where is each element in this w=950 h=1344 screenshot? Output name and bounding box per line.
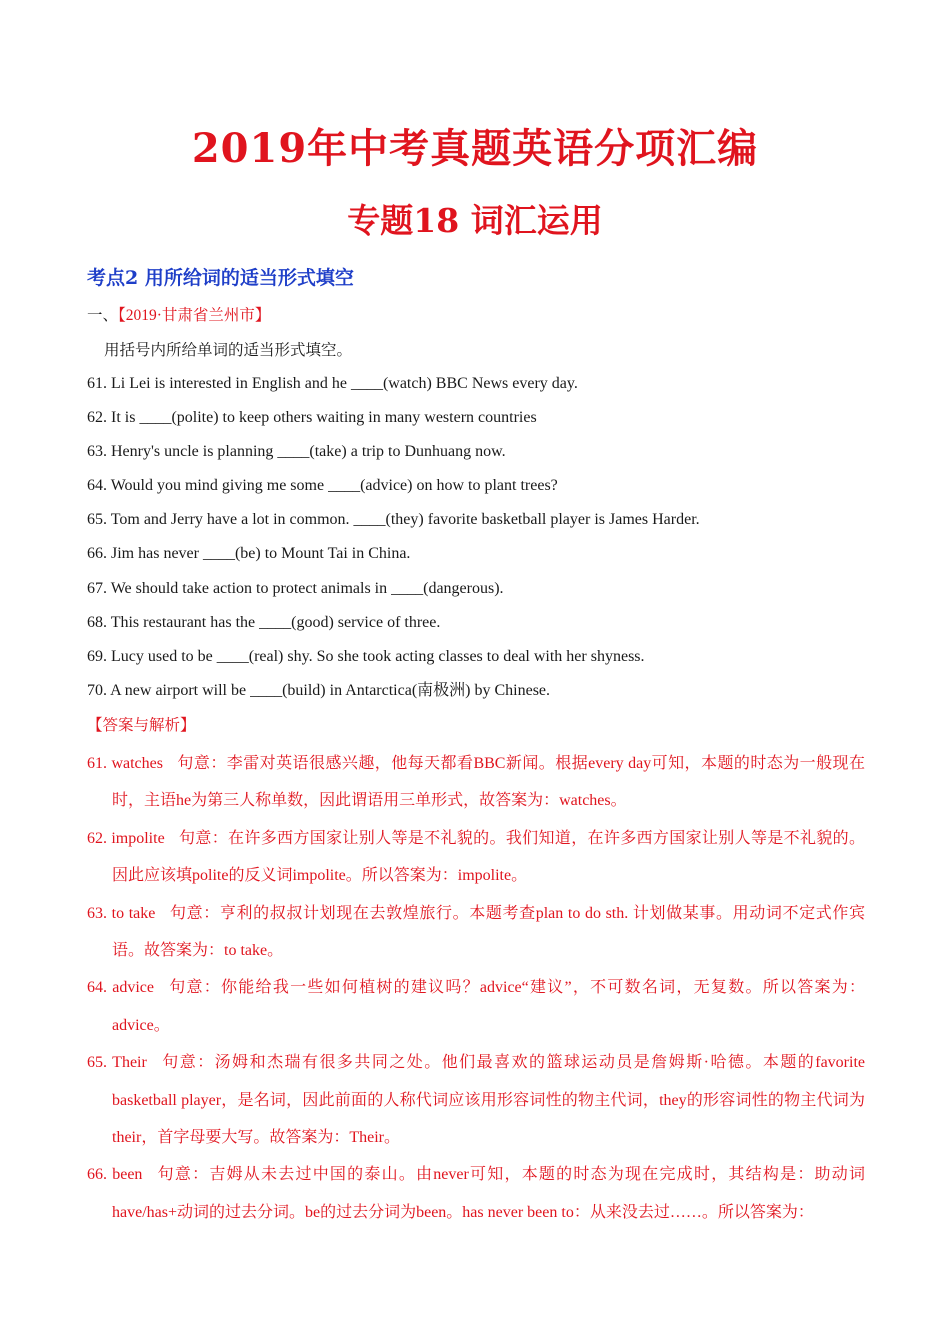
answer-list bbox=[87, 745, 865, 1231]
answer-explanation: 句意：亨利的叔叔计划现在去敦煌旅行。本题考查plan to do sth. 计划做某事。用动词不定式作宾语。故答案为：to take。 bbox=[112, 904, 865, 960]
question-65: 65. Tom and Jerry have a lot in common. ____(they) favorite basketball player is James Harder. bbox=[87, 511, 700, 529]
question-61: 61. Li Lei is interested in English and he ____(watch) BBC News every day. bbox=[87, 375, 578, 392]
question-70: 70. A new airport will be ____(build) in Antarctica(南极洲) by Chinese. bbox=[87, 681, 551, 699]
answer-explanation: 句意：汤姆和杰瑞有很多共同之处。他们最喜欢的篮球运动员是詹姆斯·哈德。本题的favorite basketball player，是名词，因此前面的人称代词应该用形容词性的物主代词，they的形容词性的物主代词为their，首字母要大写。故答案为：Their。 bbox=[112, 1054, 865, 1147]
section-heading: 考点2 用所给词的适当形式填空 bbox=[87, 267, 354, 289]
answer-explanation: 句意：李雷对英语很感兴趣，他每天都看BBC新闻。根据every day可知，本题的时态为一般现在时，主语he为第三人称单数，因此谓语用三单形式，故答案为：watches。 bbox=[112, 755, 866, 810]
answer-63 bbox=[87, 895, 865, 970]
document-subtitle: 专题18 词汇运用 bbox=[347, 201, 603, 240]
answer-explanation: 句意：你能给我一些如何植树的建议吗？advice“建议”，不可数名词，无复数。所以答案为：advice。 bbox=[112, 979, 865, 1034]
question-64: 64. Would you mind giving me some ____(advice) on how to plant trees? bbox=[87, 477, 558, 495]
question-62: 62. It is ____(polite) to keep others waiting in many western countries bbox=[87, 409, 537, 427]
question-67: 67. We should take action to protect animals in ____(dangerous). bbox=[87, 579, 504, 597]
answer-key: 63. to take bbox=[87, 904, 156, 922]
answer-key: 66. been bbox=[87, 1166, 143, 1184]
answer-61 bbox=[87, 745, 865, 820]
answer-62 bbox=[87, 820, 865, 895]
answer-key: 61. watches bbox=[87, 755, 163, 772]
answer-64 bbox=[87, 969, 865, 1044]
question-source bbox=[87, 303, 270, 329]
instruction: 用括号内所给单词的适当形式填空。 bbox=[104, 342, 353, 359]
answers-heading: 【答案与解析】 bbox=[87, 717, 196, 734]
source-tag: 【2019·甘肃省兰州市】 bbox=[118, 307, 271, 324]
question-list bbox=[87, 371, 867, 712]
question-69: 69. Lucy used to be ____(real) shy. So she took acting classes to deal with her shyness. bbox=[87, 647, 645, 665]
answer-66 bbox=[87, 1156, 865, 1231]
answer-key: 64. advice bbox=[87, 979, 155, 997]
answer-key: 62. impolite bbox=[87, 829, 165, 847]
question-68: 68. This restaurant has the ____(good) service of three. bbox=[87, 613, 441, 631]
question-63: 63. Henry's uncle is planning ____(take) a trip to Dunhuang now. bbox=[87, 443, 506, 461]
answer-explanation: 句意：吉姆从未去过中国的泰山。由never可知，本题的时态为现在完成时，其结构是：助动词have/has+动词的过去分词。be的过去分词为been。has never been to：从来没去过……。所以答案为： bbox=[112, 1166, 865, 1221]
source-number: 一、 bbox=[87, 307, 119, 324]
document-title: 2019年中考真题英语分项汇编 bbox=[191, 125, 759, 172]
answer-key: 65. Their bbox=[87, 1054, 147, 1072]
answer-65 bbox=[87, 1044, 865, 1156]
question-66: 66. Jim has never ____(be) to Mount Tai in China. bbox=[87, 545, 411, 563]
answer-explanation: 句意：在许多西方国家让别人等是不礼貌的。我们知道，在许多西方国家让别人等是不礼貌的。因此应该填polite的反义词impolite。所以答案为：impolite。 bbox=[112, 829, 865, 885]
